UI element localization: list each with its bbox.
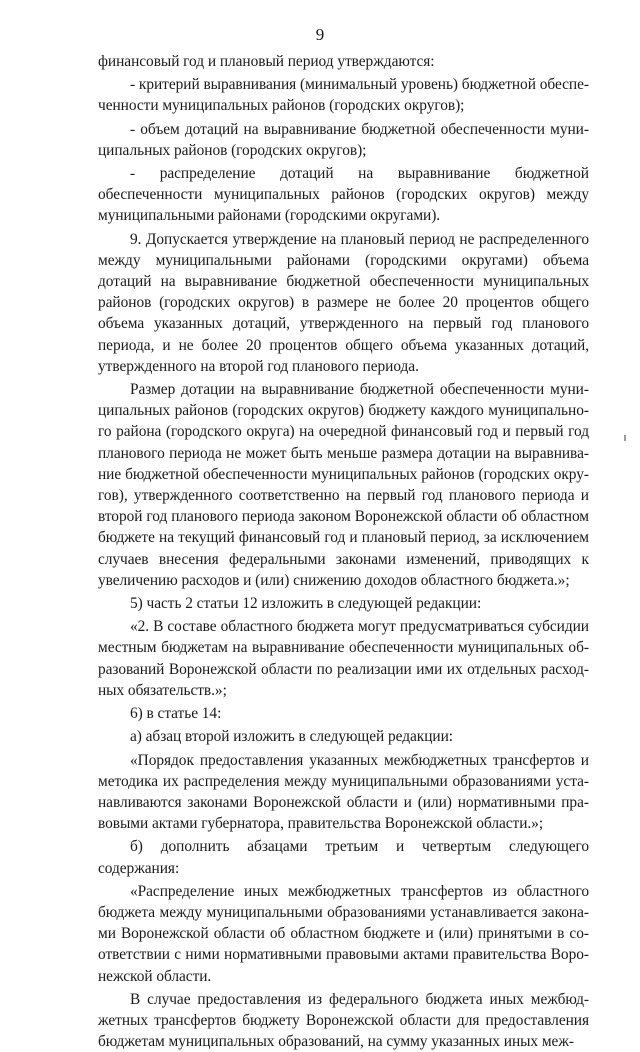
document-body — [98, 51, 589, 1052]
paragraph-subsidy-distribution: - распределение дотаций на выравнивание бюджетной обеспеченности муниципальных районов (городских округов) между муниципальными районами (городскими округами). — [98, 165, 589, 225]
paragraph-subsidy-volume: - объем дотаций на выравнивание бюджетной обеспеченности муниципальных районов (городских округов); — [98, 120, 589, 159]
paragraph-subsidy-size: Размер дотации на выравнивание бюджетной обеспеченности муниципальных районов (городских округов) бюджету каждого муниципального района (городского округа) на очередной финансовый год и первый год планового периода не может быть меньше размера дотации на выравнивание бюджетной обеспеченности муниципальных районов (городских округов), утвержденного соответственно на первый год планового периода и второй год планового периода законом Воронежской области об областном бюджете на текущий финансовый год и плановый период, за исключением случаев внесения федеральными законами изменений, приводящих к увеличению расходов и (или) снижению доходов областного бюджета.»; — [98, 381, 589, 589]
paragraph-article-12-part-2: «2. В составе областного бюджета могут предусматриваться субсидии местным бюджетам на выравнивание обеспеченности муниципальных образований Воронежской области по реализации ими их отдельных расходных обязательств.»; — [98, 618, 589, 699]
paragraph-item-9: 9. Допускается утверждение на плановый период не распределенного между муниципальными районами (городскими округами) объема дотаций на выравнивание бюджетной обеспеченности муниципальных районов (городских округов) в размере не более 20 процентов общего объема указанных дотаций, утвержденного на первый год планового периода, и не более 20 процентов общего объема указанных дотаций, утвержденного на второй год планового периода. — [98, 230, 589, 375]
paragraph-transfer-procedure: «Порядок предоставления указанных межбюджетных трансфертов и методика их распределения между муниципальными образованиями устанавливаются законами Воронежской области и (или) нормативными правовыми актами губернатора, правительства Воронежской области.»; — [98, 751, 589, 833]
paragraph-item-6: 6) в статье 14: — [130, 705, 222, 723]
paragraph-intro: финансовый год и плановый период утверждаются: — [98, 53, 435, 70]
margin-mark — [624, 435, 626, 441]
paragraph-federal-transfers: В случае предоставления из федерального бюджета иных межбюджетных трансфертов бюджету Воронежской области для предоставления бюджетам муниципальных образований, на сумму указанных иных меж- — [98, 990, 589, 1051]
paragraph-criterion: - критерий выравнивания (минимальный уровень) бюджетной обеспеченности муниципальных районов (городских округов); — [98, 76, 589, 115]
paragraph-item-5: 5) часть 2 статьи 12 изложить в следующей редакции: — [130, 595, 482, 613]
paragraph-transfer-distribution: «Распределение иных межбюджетных трансфертов из областного бюджета между муниципальными образованиями устанавливается законами Воронежской области об областном бюджете и (или) принятыми в соответствии с ними нормативными правовыми актами правительства Воронежской области. — [98, 882, 589, 985]
paragraph-item-6b: б) дополнить абзацами третьим и четвертым следующего содержания: — [98, 838, 589, 877]
paragraph-item-6a: а) абзац второй изложить в следующей редакции: — [130, 728, 453, 746]
page-number: 9 — [315, 25, 325, 44]
